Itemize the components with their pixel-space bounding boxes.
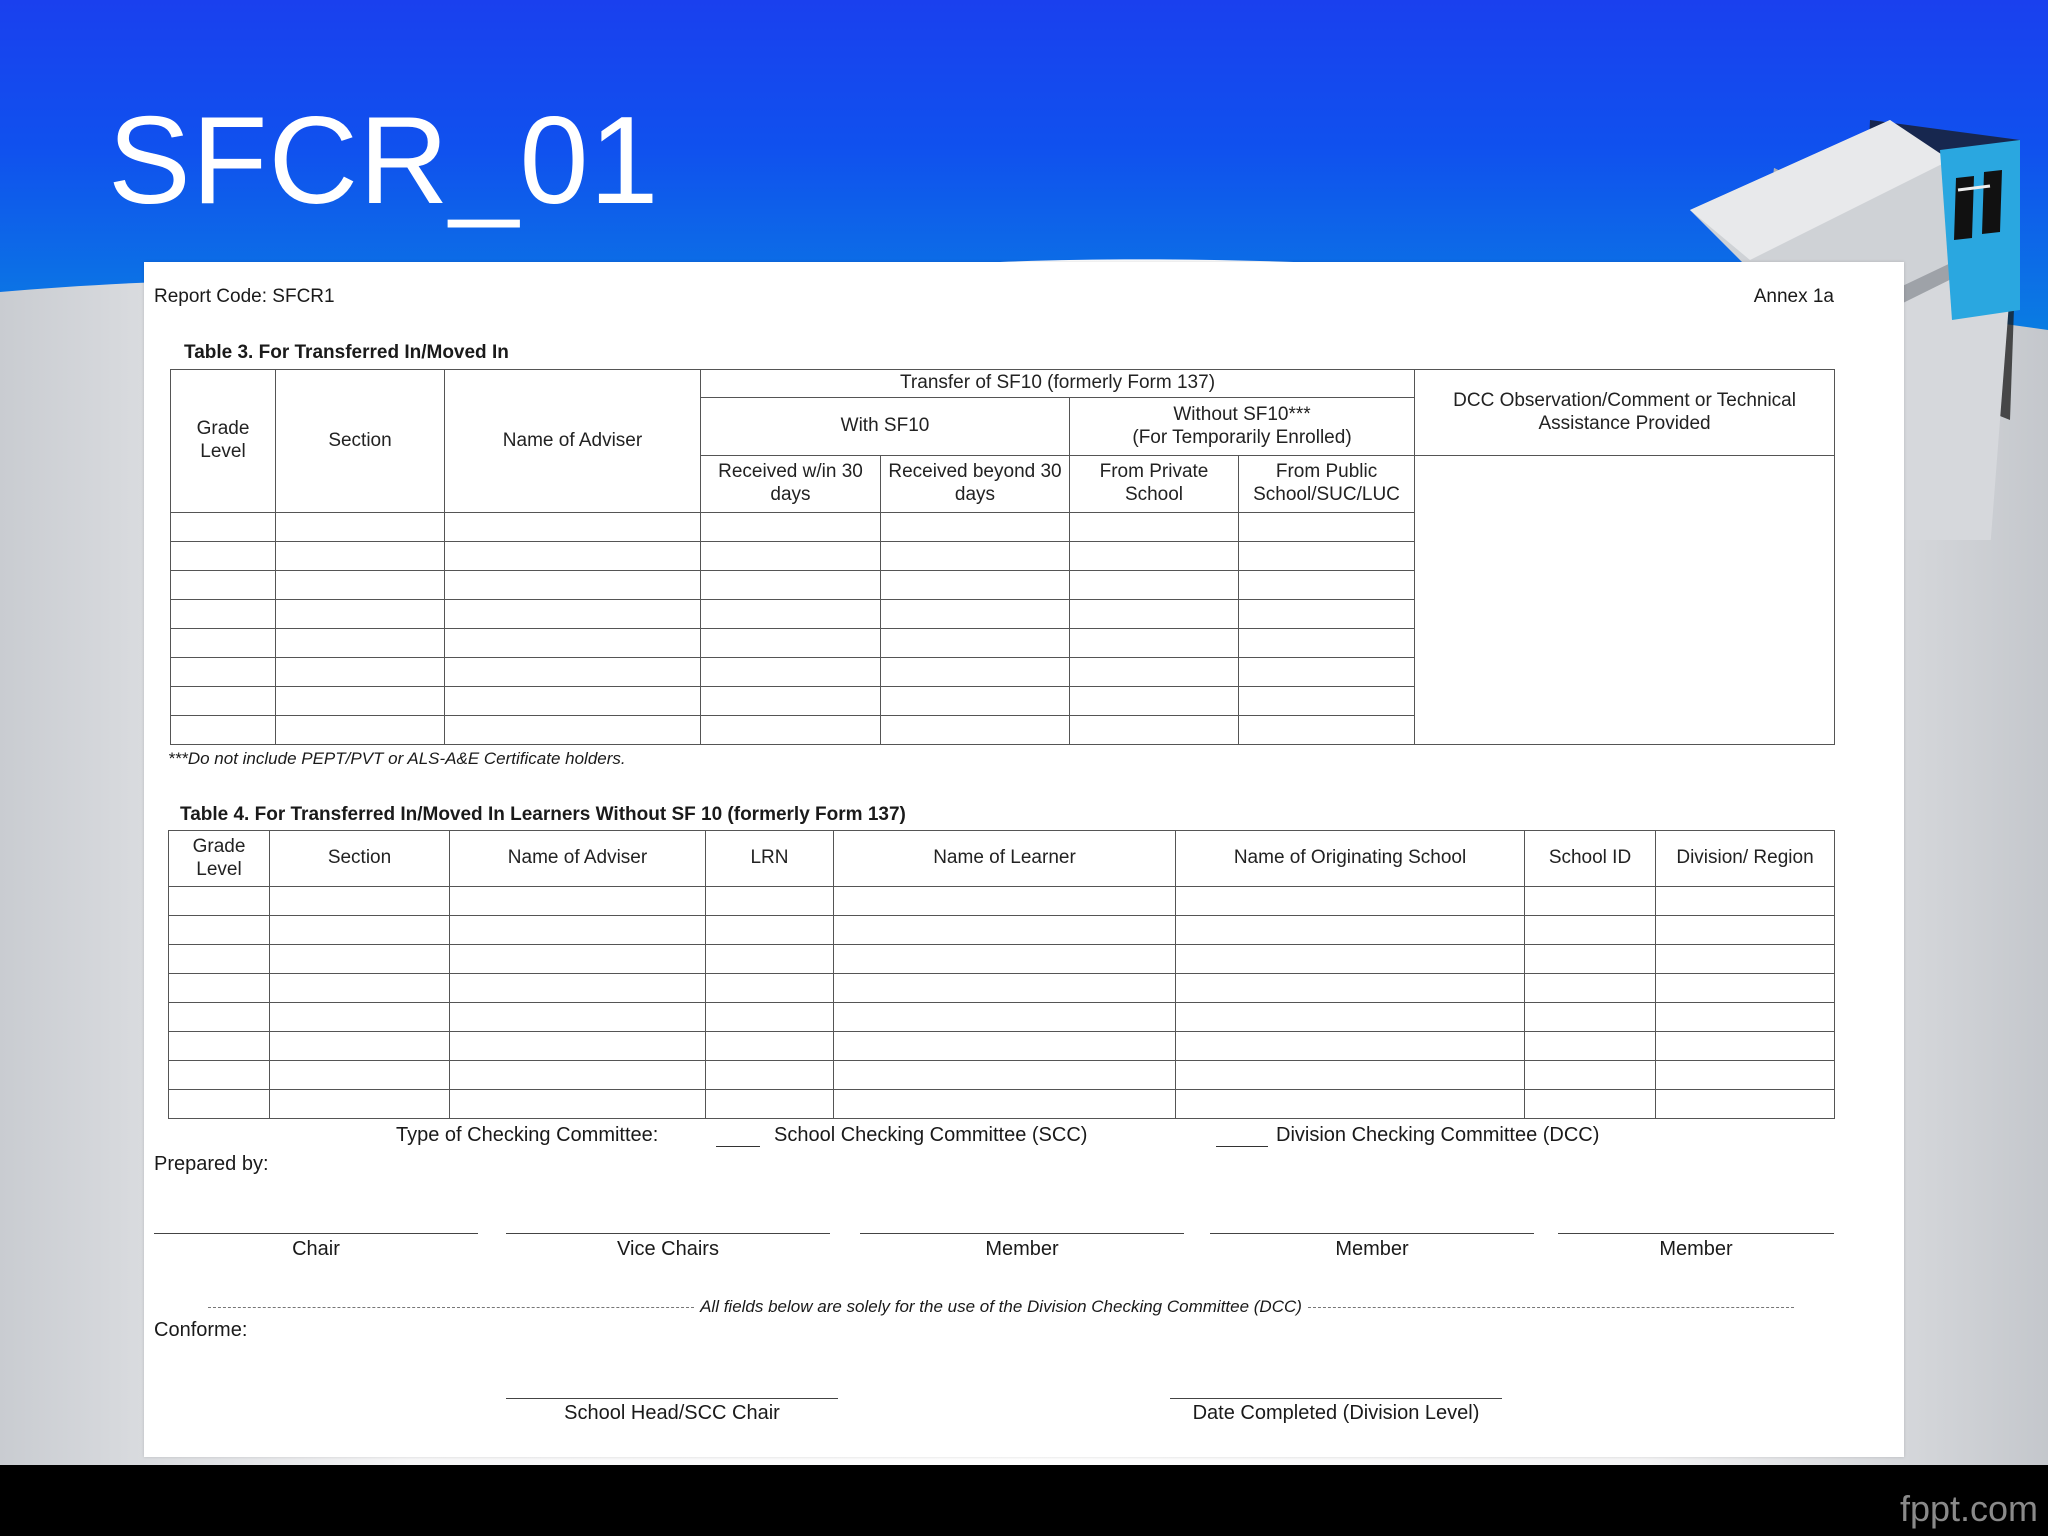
table-row	[169, 1090, 1835, 1119]
signature-line-member-2[interactable]	[1210, 1233, 1534, 1234]
divider-dash	[1308, 1307, 1794, 1308]
table-row	[169, 945, 1835, 974]
table3-footnote: ***Do not include PEPT/PVT or ALS-A&E Certificate holders.	[168, 749, 626, 768]
t3-dcc-header: DCC Observation/Comment or Technical Assistance Provided	[1415, 370, 1835, 456]
dcc-only-note: All fields below are solely for the use of the Division Checking Committee (DCC)	[700, 1297, 1302, 1316]
signature-line-member-1[interactable]	[860, 1233, 1184, 1234]
signatory-label: Chair	[292, 1238, 340, 1260]
date-completed-label: Date Completed (Division Level)	[1192, 1402, 1480, 1424]
committee-type-label: Type of Checking Committee:	[396, 1124, 659, 1146]
signature-line-school-head[interactable]	[506, 1398, 838, 1399]
scc-option-label: School Checking Committee (SCC)	[774, 1124, 1088, 1146]
signatory-label: Vice Chairs	[617, 1238, 719, 1260]
t4-learner-header: Name of Learner	[834, 831, 1176, 887]
table-row	[169, 887, 1835, 916]
t3-without-sf10-header	[1070, 398, 1415, 456]
signatory-label: Member	[1659, 1238, 1733, 1260]
t3-received-within-header: Received w/in 30 days	[701, 456, 881, 513]
table-row	[169, 1032, 1835, 1061]
date-completed-line[interactable]	[1170, 1398, 1502, 1399]
table-row	[169, 974, 1835, 1003]
signatory-label: Member	[1335, 1238, 1409, 1260]
t3-from-public-header: From Public School/SUC/LUC	[1239, 456, 1415, 513]
t4-section-header: Section	[270, 831, 450, 887]
t3-from-private-header: From Private School	[1070, 456, 1239, 513]
t4-division-region-header: Division/ Region	[1656, 831, 1835, 887]
dcc-option-label: Division Checking Committee (DCC)	[1276, 1124, 1600, 1146]
t4-school-id-header: School ID	[1525, 831, 1656, 887]
prepared-by-label: Prepared by:	[154, 1153, 269, 1175]
table-row	[169, 916, 1835, 945]
t3-adviser-header: Name of Adviser	[445, 370, 701, 513]
t3-received-beyond-header: Received beyond 30 days	[881, 456, 1070, 513]
scc-option[interactable]	[716, 1124, 1087, 1147]
t3-with-sf10-header: With SF10	[701, 398, 1070, 456]
signatory-label: Member	[985, 1238, 1059, 1260]
table4-caption: Table 4. For Transferred In/Moved In Learners Without SF 10 (formerly Form 137)	[180, 804, 906, 825]
t3-section-header: Section	[276, 370, 445, 513]
footer-brand: fppt.com	[1899, 1488, 2038, 1529]
slide-title: SFCR_01	[108, 92, 660, 230]
divider-dash	[208, 1307, 694, 1308]
t3-without-sf10-sub: (For Temporarily Enrolled)	[1132, 426, 1352, 448]
dcc-checkbox-blank[interactable]	[1216, 1131, 1268, 1147]
t4-originating-school-header: Name of Originating School	[1176, 831, 1525, 887]
t3-grade-level-header: Grade Level	[171, 370, 276, 513]
t4-adviser-header: Name of Adviser	[450, 831, 706, 887]
signature-line-chair[interactable]	[154, 1233, 478, 1234]
t3-dcc-observation-cell	[1415, 456, 1835, 745]
t3-without-sf10-label: Without SF10***	[1173, 403, 1311, 425]
t4-grade-level-header: Grade Level	[169, 831, 270, 887]
signature-line-member-3[interactable]	[1558, 1233, 1834, 1234]
signature-line-vice-chairs[interactable]	[506, 1233, 830, 1234]
conforme-label: Conforme:	[154, 1319, 248, 1341]
annex-label: Annex 1a	[1753, 286, 1834, 307]
dcc-only-divider	[208, 1295, 1794, 1319]
table3-caption: Table 3. For Transferred In/Moved In	[184, 342, 509, 363]
footer-band	[0, 1465, 2048, 1536]
table3	[170, 369, 1835, 745]
table-row	[169, 1003, 1835, 1032]
report-code: Report Code: SFCR1	[154, 286, 335, 307]
t4-lrn-header: LRN	[706, 831, 834, 887]
sfcr-form	[144, 262, 1904, 1457]
school-head-label: School Head/SCC Chair	[564, 1402, 780, 1424]
t3-transfer-header: Transfer of SF10 (formerly Form 137)	[701, 370, 1415, 398]
dcc-option[interactable]	[1216, 1124, 1599, 1147]
scc-checkbox-blank[interactable]	[716, 1131, 760, 1147]
table-row	[169, 1061, 1835, 1090]
table4	[168, 830, 1835, 1119]
